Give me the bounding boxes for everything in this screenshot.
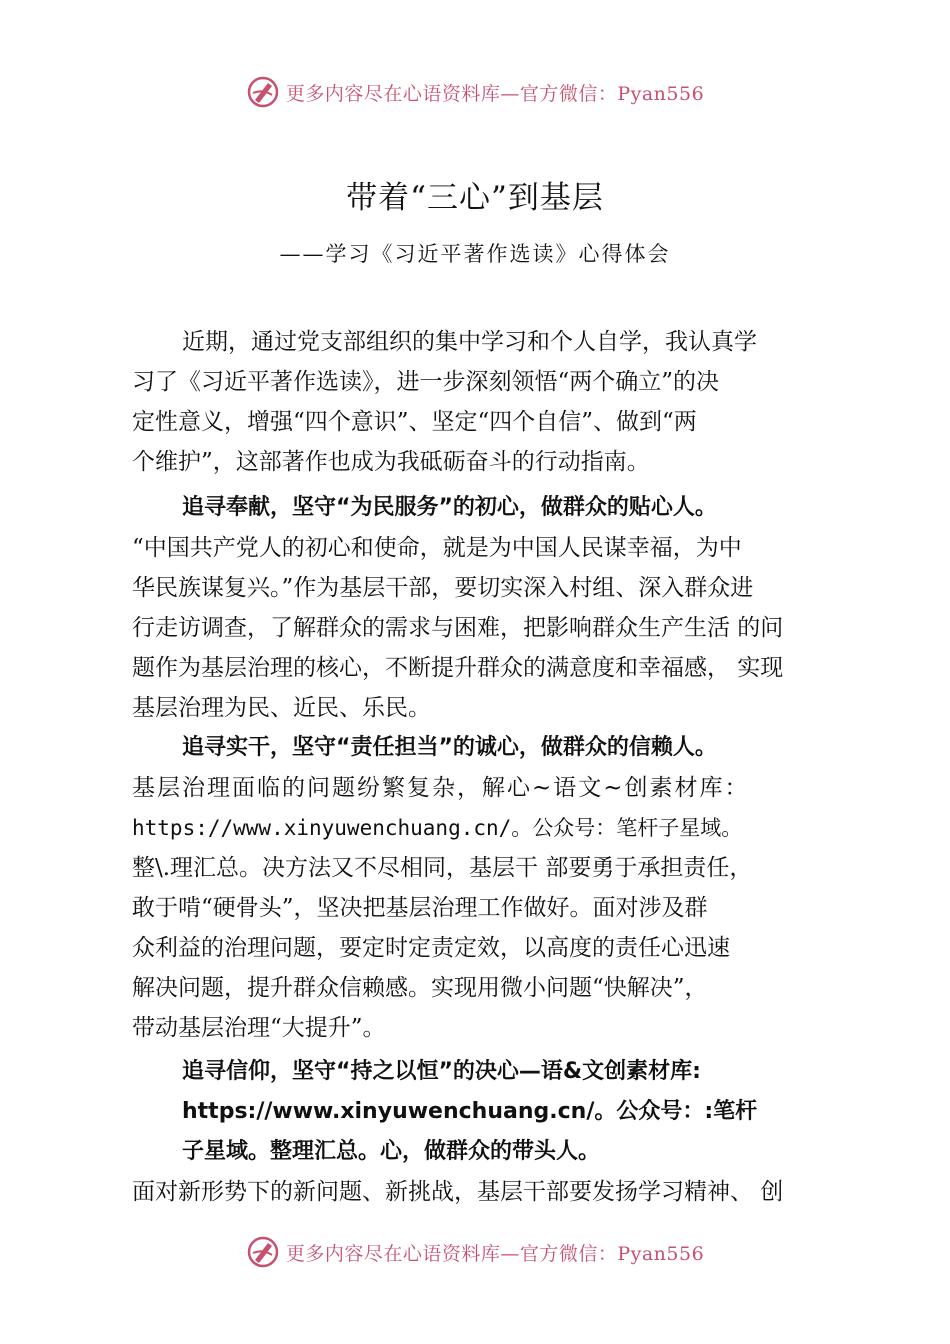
paragraph-line: 题作为基层治理的核心，不断提升群众的满意度和幸福感， 实现 <box>132 655 784 681</box>
section-perseverance <box>132 1052 852 1212</box>
paragraph-line: 面对新形势下的新问题、新挑战，基层干部要发扬学习精神、 创 <box>132 1179 784 1205</box>
paragraph-line: 敢于啃“硬骨头”，坚决把基层治理工作做好。面对涉及群 <box>132 895 708 921</box>
paragraph-line: 基层治理面临的问题纷繁复杂，解心~语文~创素材库： <box>132 775 750 801</box>
section-dedication <box>132 488 852 728</box>
section-heading: 追寻实干，坚守“责任担当”的诚心，做群众的信赖人。 <box>182 735 717 760</box>
paragraph-line: 解决问题，提升群众信赖感。实现用微小问题“快解决”， <box>132 975 708 1001</box>
paragraph-line: 整\.理汇总。决方法又不尽相同，基层干 部要勇于承担责任， <box>132 855 753 881</box>
paragraph-intro <box>132 322 852 482</box>
paragraph-line: 习了《习近平著作选读》，进一步深刻领悟“两个确立”的决 <box>132 369 720 395</box>
section-heading: 追寻信仰，坚守“持之以恒”的决心—语&文创素材库: <box>182 1059 701 1084</box>
paragraph-line: “中国共产党人的初心和使命，就是为中国人民谋幸福，为中 <box>132 535 742 561</box>
paragraph-line: 华民族谋复兴。”作为基层干部，要切实深入村组、深入群众进 <box>132 575 754 601</box>
pen-circle-logo-icon <box>246 75 280 109</box>
paragraph-line: 定性意义，增强“四个意识”、坚定“四个自信”、做到“两 <box>132 409 697 435</box>
pen-circle-logo-icon <box>246 1235 280 1269</box>
document-title: 带着“三心”到基层 <box>346 180 604 216</box>
section-responsibility <box>132 728 852 1048</box>
banner-text: 更多内容尽在心语资料库—官方微信：Pyan556 <box>285 82 705 105</box>
paragraph-line: 近期，通过党支部组织的集中学习和个人自学，我认真学 <box>182 329 757 355</box>
paragraph-line: 带动基层治理“大提升”。 <box>132 1015 386 1041</box>
banner-text: 更多内容尽在心语资料库—官方微信：Pyan556 <box>285 1242 705 1265</box>
paragraph-line: 基层治理为民、近民、乐民。 <box>132 695 431 721</box>
section-heading: 追寻奉献，坚守“为民服务”的初心，做群众的贴心人。 <box>182 495 717 520</box>
paragraph-line: https://www.xinyuwenchuang.cn/。公众号：笔杆子星域。 <box>132 816 743 840</box>
paragraph-line: 个维护”，这部著作也成为我砥砺奋斗的行动指南。 <box>132 449 650 475</box>
header-banner <box>0 72 950 112</box>
paragraph-line: 众利益的治理问题，要定时定责定效，以高度的责任心迅速 <box>132 935 730 961</box>
footer-banner <box>0 1232 950 1272</box>
document-subtitle: ——学习《习近平著作选读》心得体会 <box>279 242 671 266</box>
paragraph-line: 行走访调查，了解群众的需求与困难，把影响群众生产生活 的问 <box>132 615 784 641</box>
section-heading: 子星域。整理汇总。心，做群众的带头人。 <box>182 1139 601 1164</box>
section-heading: https://www.xinyuwenchuang.cn/。公众号：:笔杆 <box>182 1099 758 1124</box>
